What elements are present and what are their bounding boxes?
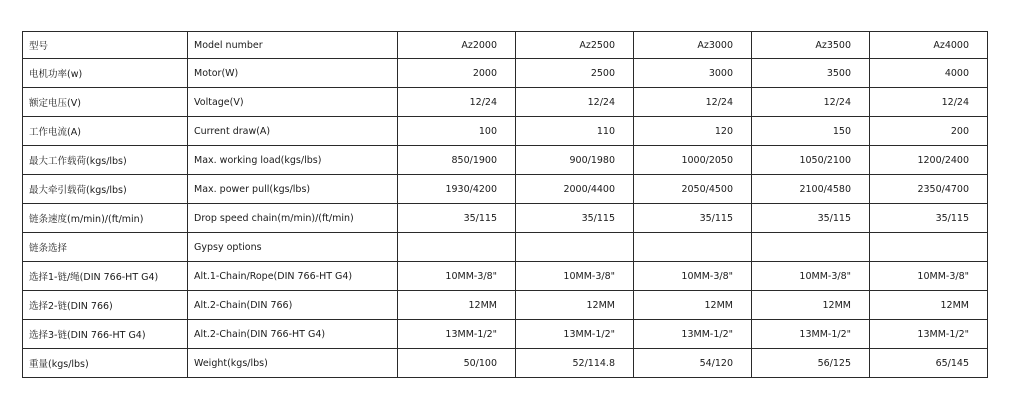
cell-value: 12/24 (398, 88, 516, 117)
cell-value: 52/114.8 (516, 349, 634, 378)
cell-value: 12MM (634, 291, 752, 320)
cell-value: 1200/2400 (870, 146, 988, 175)
cell-value: 2350/4700 (870, 175, 988, 204)
cell-value: 12/24 (752, 88, 870, 117)
cell-value: 120 (634, 117, 752, 146)
cell-label-cn: 链条速度(m/min)/(ft/min) (23, 204, 188, 233)
table-row (23, 88, 988, 117)
cell-value: 12/24 (516, 88, 634, 117)
cell-value: 54/120 (634, 349, 752, 378)
cell-value: 200 (870, 117, 988, 146)
cell-value: 10MM-3/8" (752, 262, 870, 291)
cell-label-cn: 最大工作载荷(kgs/lbs) (23, 146, 188, 175)
cell-value: 35/115 (634, 204, 752, 233)
cell-value: 35/115 (870, 204, 988, 233)
cell-value: 12MM (752, 291, 870, 320)
cell-label-cn: 电机功率(w) (23, 59, 188, 88)
table-row (23, 59, 988, 88)
cell-label-cn: 工作电流(A) (23, 117, 188, 146)
cell-label-en: Drop speed chain(m/min)/(ft/min) (188, 204, 398, 233)
cell-value: 850/1900 (398, 146, 516, 175)
table-row (23, 349, 988, 378)
cell-value: 50/100 (398, 349, 516, 378)
table-row (23, 175, 988, 204)
cell-value: 12MM (870, 291, 988, 320)
cell-value (634, 233, 752, 262)
cell-value: 3500 (752, 59, 870, 88)
cell-label-cn: 选择1-链/绳(DIN 766-HT G4) (23, 262, 188, 291)
cell-label-en: Motor(W) (188, 59, 398, 88)
cell-value: 2500 (516, 59, 634, 88)
cell-value: 56/125 (752, 349, 870, 378)
cell-value: 10MM-3/8" (516, 262, 634, 291)
table-row (23, 117, 988, 146)
cell-value: 12MM (516, 291, 634, 320)
table-row (23, 320, 988, 349)
table-row (23, 204, 988, 233)
table-row (23, 291, 988, 320)
cell-label-en: Max. working load(kgs/lbs) (188, 146, 398, 175)
cell-label-en: Gypsy options (188, 233, 398, 262)
cell-value: 2050/4500 (634, 175, 752, 204)
cell-label-en: Alt.2-Chain(DIN 766) (188, 291, 398, 320)
cell-value: 900/1980 (516, 146, 634, 175)
cell-value: 2100/4580 (752, 175, 870, 204)
cell-value (516, 233, 634, 262)
cell-value: 110 (516, 117, 634, 146)
cell-value: 65/145 (870, 349, 988, 378)
cell-label-en: Model number (188, 32, 398, 59)
cell-label-cn: 型号 (23, 32, 188, 59)
cell-value: 35/115 (516, 204, 634, 233)
cell-value: Az2500 (516, 32, 634, 59)
cell-value: 3000 (634, 59, 752, 88)
cell-value: 10MM-3/8" (870, 262, 988, 291)
cell-value: 1050/2100 (752, 146, 870, 175)
cell-value (398, 233, 516, 262)
cell-value: Az4000 (870, 32, 988, 59)
cell-value: 1930/4200 (398, 175, 516, 204)
cell-value: 100 (398, 117, 516, 146)
cell-label-en: Current draw(A) (188, 117, 398, 146)
cell-value: 13MM-1/2" (516, 320, 634, 349)
cell-value (870, 233, 988, 262)
cell-value (752, 233, 870, 262)
cell-label-cn: 链条选择 (23, 233, 188, 262)
cell-label-en: Alt.2-Chain(DIN 766-HT G4) (188, 320, 398, 349)
cell-label-en: Max. power pull(kgs/lbs) (188, 175, 398, 204)
cell-label-cn: 选择2-链(DIN 766) (23, 291, 188, 320)
spec-table (22, 31, 988, 378)
cell-label-en: Voltage(V) (188, 88, 398, 117)
cell-label-cn: 选择3-链(DIN 766-HT G4) (23, 320, 188, 349)
cell-value: Az2000 (398, 32, 516, 59)
cell-value: 35/115 (752, 204, 870, 233)
cell-value: Az3500 (752, 32, 870, 59)
cell-value: 150 (752, 117, 870, 146)
cell-value: 35/115 (398, 204, 516, 233)
cell-value: 12/24 (634, 88, 752, 117)
cell-value: 4000 (870, 59, 988, 88)
cell-value: 12/24 (870, 88, 988, 117)
cell-value: 13MM-1/2" (634, 320, 752, 349)
cell-label-cn: 额定电压(V) (23, 88, 188, 117)
cell-value: 13MM-1/2" (752, 320, 870, 349)
table-row (23, 146, 988, 175)
cell-value: 12MM (398, 291, 516, 320)
table-row (23, 262, 988, 291)
cell-label-en: Weight(kgs/lbs) (188, 349, 398, 378)
cell-value: 13MM-1/2" (398, 320, 516, 349)
cell-value: 10MM-3/8" (634, 262, 752, 291)
cell-label-cn: 重量(kgs/lbs) (23, 349, 188, 378)
table-row (23, 233, 988, 262)
cell-value: 2000 (398, 59, 516, 88)
cell-value: 2000/4400 (516, 175, 634, 204)
cell-label-en: Alt.1-Chain/Rope(DIN 766-HT G4) (188, 262, 398, 291)
cell-value: 10MM-3/8" (398, 262, 516, 291)
cell-label-cn: 最大牵引载荷(kgs/lbs) (23, 175, 188, 204)
cell-value: 13MM-1/2" (870, 320, 988, 349)
cell-value: Az3000 (634, 32, 752, 59)
table-row (23, 32, 988, 59)
cell-value: 1000/2050 (634, 146, 752, 175)
